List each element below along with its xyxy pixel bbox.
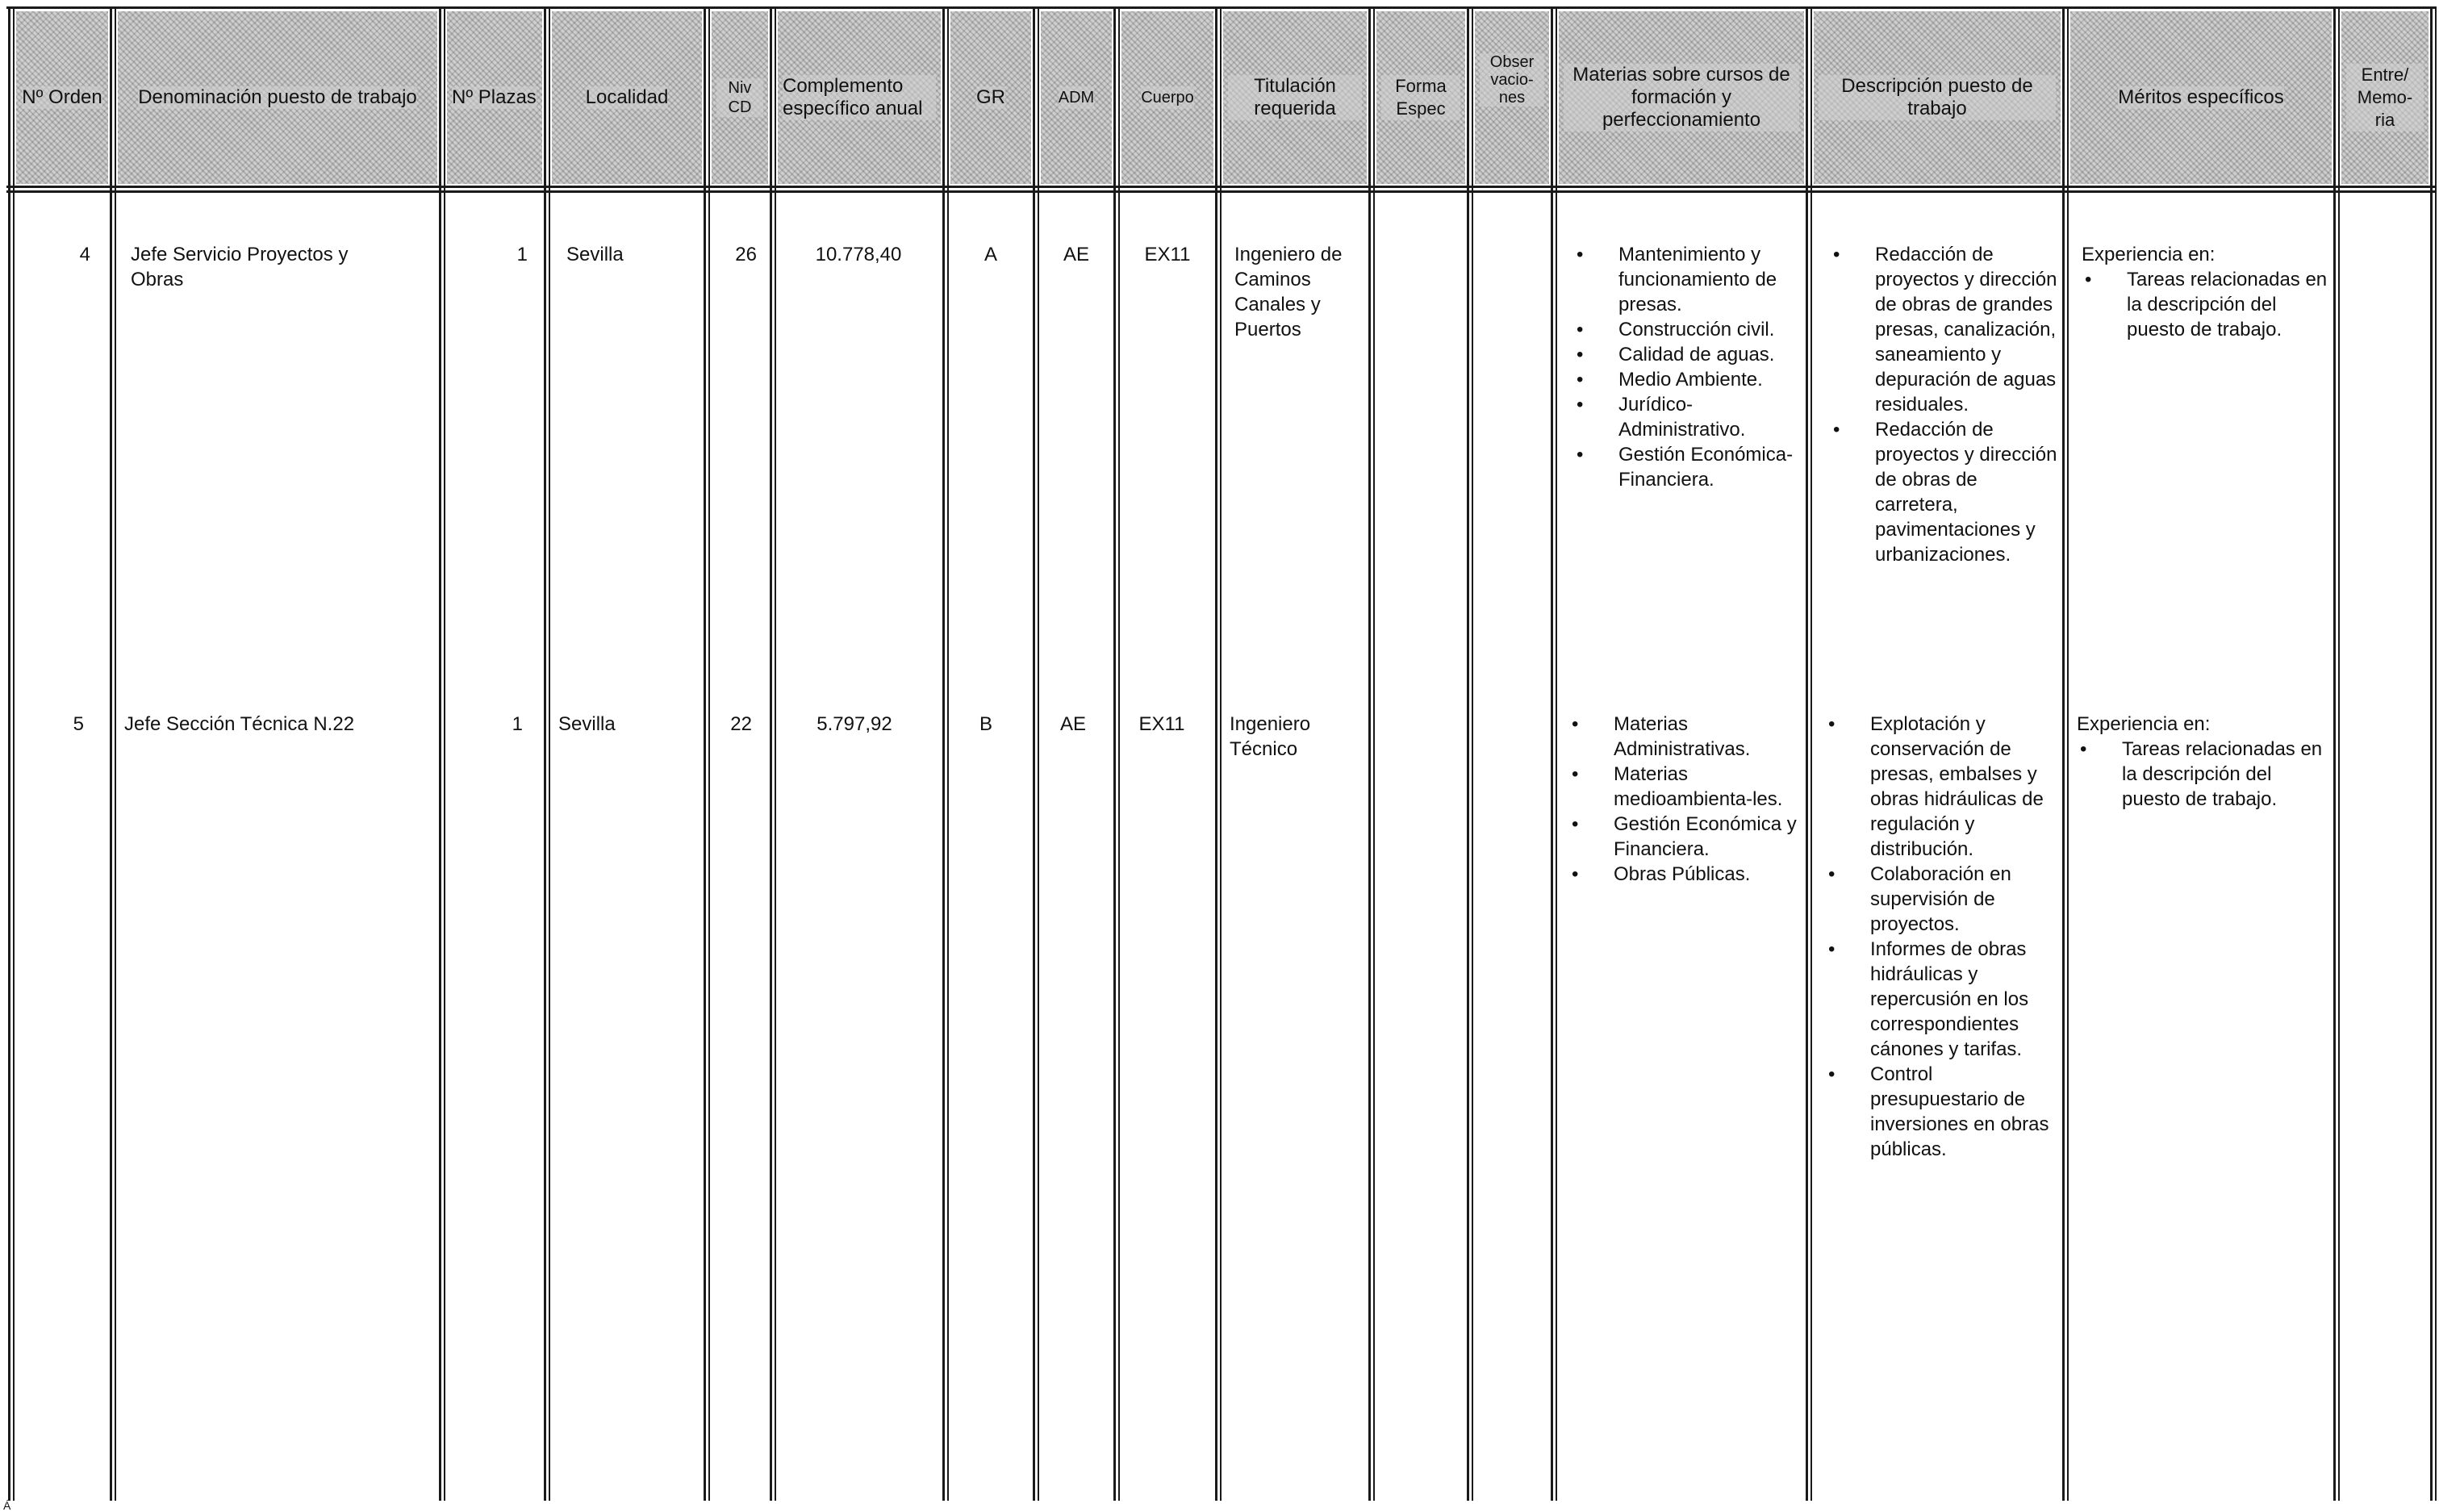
cell-gr: B <box>979 713 992 735</box>
header-entrevista: Entre/ Memo- ria <box>2341 11 2429 184</box>
list-item: • Jurídico-Administrativo. <box>1568 392 1802 442</box>
column-separator <box>947 6 949 1501</box>
column-separator <box>1467 6 1469 1501</box>
cell-denominacion: Jefe Sección Técnica N.22 <box>124 713 355 735</box>
header-localidad: Localidad <box>552 11 702 184</box>
cell-denominacion: Jefe Servicio Proyectos y Obras <box>131 244 349 290</box>
header-materias: Materias sobre cursos de formación y perfeccionamiento <box>1559 11 1804 184</box>
cell-orden: 4 <box>79 244 90 265</box>
header-nivel: Niv CD <box>712 11 768 184</box>
column-separator <box>2435 6 2437 1501</box>
header-denominacion: Denominación puesto de trabajo <box>118 11 437 184</box>
cell-orden: 5 <box>73 713 84 735</box>
header-observaciones: Obser vacio- nes <box>1475 11 1549 184</box>
list-item: • Construcción civil. <box>1568 317 1802 342</box>
cell-localidad: Sevilla <box>566 244 624 265</box>
list-item: • Materias medioambienta-les. <box>1564 762 1798 812</box>
header-bottom-rule <box>6 186 2437 188</box>
cell-materias <box>1568 242 1802 492</box>
column-separator <box>2430 6 2433 1501</box>
header-gr: GR <box>950 11 1031 184</box>
list-item: • Redacción de proyectos y dirección de obras de carretera, pavimentaciones y urbanizaciones. <box>1825 417 2059 567</box>
column-separator <box>110 6 112 1501</box>
list-item: • Informes de obras hidráulicas y repercusión en los correspondientes cánones y tarifas. <box>1820 937 2054 1062</box>
column-separator <box>2062 6 2065 1501</box>
column-separator <box>1551 6 1553 1501</box>
header-complemento: Complemento específico anual <box>778 11 941 184</box>
column-separator <box>1215 6 1217 1501</box>
column-separator <box>1472 6 1473 1501</box>
column-separator <box>544 6 546 1501</box>
meritos-intro: Experiencia en: <box>2082 244 2216 265</box>
list-item: • Medio Ambiente. <box>1568 367 1802 392</box>
column-separator <box>439 6 441 1501</box>
column-separator <box>1038 6 1039 1501</box>
list-item: • Gestión Económica-Financiera. <box>1568 442 1802 492</box>
header-adm: ADM <box>1041 11 1112 184</box>
column-separator <box>8 6 10 1501</box>
column-separator <box>704 6 706 1501</box>
list-item: • Control presupuestario de inversiones en obras públicas. <box>1820 1062 2054 1162</box>
cell-adm: AE <box>1063 244 1089 265</box>
column-separator <box>942 6 945 1501</box>
column-separator <box>444 6 445 1501</box>
column-separator <box>1220 6 1222 1501</box>
column-separator <box>2067 6 2069 1501</box>
cell-meritos <box>2077 712 2327 812</box>
cell-nivel: 22 <box>730 713 752 735</box>
cell-plazas: 1 <box>512 713 523 735</box>
meritos-intro: Experiencia en: <box>2077 713 2211 735</box>
column-separator <box>1373 6 1375 1501</box>
column-separator <box>1118 6 1120 1501</box>
list-item: • Materias Administrativas. <box>1564 712 1798 762</box>
cell-adm: AE <box>1059 713 1086 735</box>
list-item: • Explotación y conservación de presas, embalses y obras hidráulicas de regulación y distribución. <box>1820 712 2054 862</box>
header-bottom-rule-2 <box>6 190 2437 193</box>
cell-cuerpo: EX11 <box>1138 713 1185 735</box>
list-item: • Calidad de aguas. <box>1568 342 1802 367</box>
cell-complemento: 5.797,92 <box>816 713 892 735</box>
header-plazas: Nº Plazas <box>447 11 542 184</box>
cell-nivel: 26 <box>735 244 757 265</box>
column-separator <box>2333 6 2336 1501</box>
cell-descripcion <box>1825 242 2059 567</box>
list-item: • Tareas relacionadas en la descripción del puesto de trabajo. <box>2072 737 2327 812</box>
column-separator <box>775 6 776 1501</box>
cell-meritos <box>2082 242 2328 342</box>
header-meritos: Méritos específicos <box>2070 11 2332 184</box>
column-separator <box>770 6 772 1501</box>
list-item: • Mantenimiento y funcionamiento de presas. <box>1568 242 1802 317</box>
column-separator <box>1556 6 1557 1501</box>
header-orden: Nº Orden <box>16 11 108 184</box>
header-descripcion: Descripción puesto de trabajo <box>1814 11 2061 184</box>
cell-titulacion: Ingeniero de Caminos Canales y Puertos <box>1234 244 1343 340</box>
cell-cuerpo: EX11 <box>1144 244 1191 265</box>
cell-gr: A <box>984 244 997 265</box>
column-separator <box>1806 6 1808 1501</box>
table-top-rule <box>6 6 2437 9</box>
column-separator <box>13 6 15 1501</box>
cell-localidad: Sevilla <box>558 713 616 735</box>
column-separator <box>1810 6 1812 1501</box>
footer-mark: Á <box>3 1499 11 1512</box>
cell-complemento: 10.778,40 <box>815 244 902 265</box>
column-separator <box>708 6 710 1501</box>
header-forma: Forma Espec <box>1376 11 1465 184</box>
header-cuerpo: Cuerpo <box>1121 11 1213 184</box>
column-separator <box>2338 6 2340 1501</box>
column-separator <box>115 6 116 1501</box>
column-separator <box>1113 6 1116 1501</box>
column-separator <box>549 6 550 1501</box>
cell-plazas: 1 <box>516 244 528 265</box>
header-titulacion: Titulación requerida <box>1223 11 1367 184</box>
cell-materias <box>1564 712 1798 887</box>
cell-descripcion <box>1820 712 2054 1162</box>
cell-titulacion: Ingeniero Técnico <box>1230 713 1311 760</box>
list-item: • Tareas relacionadas en la descripción del puesto de trabajo. <box>2077 267 2328 342</box>
list-item: • Gestión Económica y Financiera. <box>1564 812 1798 862</box>
list-item: • Redacción de proyectos y dirección de obras de grandes presas, canalización, saneamiento y depuración de aguas residuales. <box>1825 242 2059 417</box>
column-separator <box>1368 6 1371 1501</box>
column-separator <box>1033 6 1035 1501</box>
list-item: • Obras Públicas. <box>1564 862 1798 887</box>
list-item: • Colaboración en supervisión de proyectos. <box>1820 862 2054 937</box>
